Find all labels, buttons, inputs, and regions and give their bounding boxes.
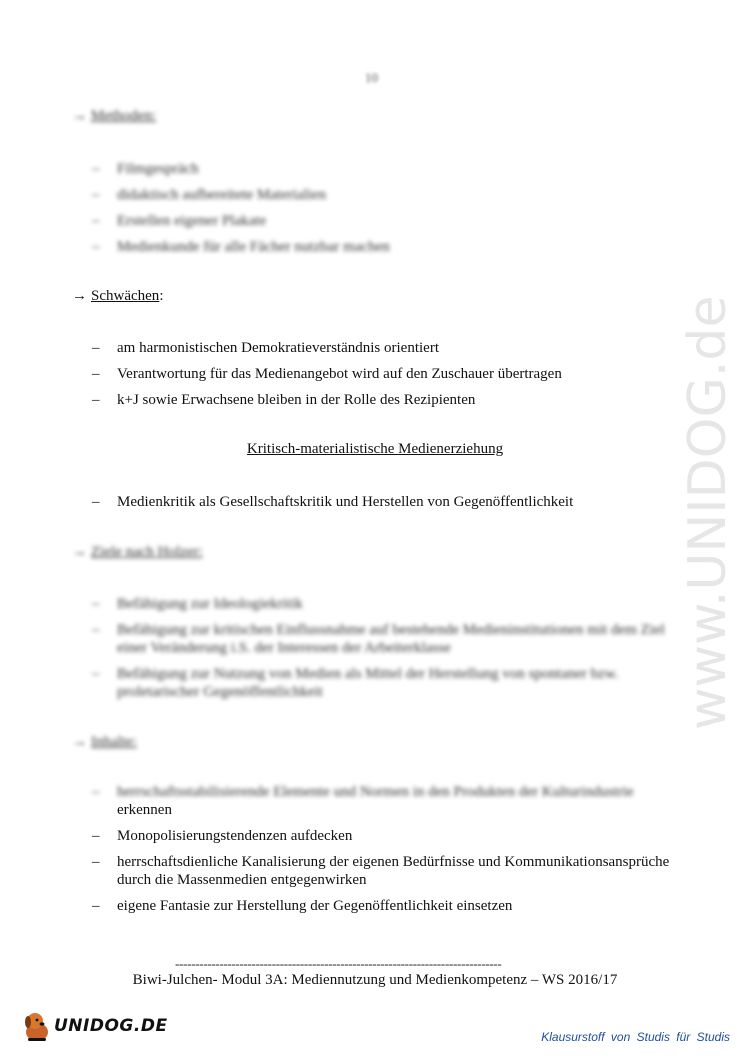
section-title: Kritisch-materialistische Medienerziehung <box>246 441 504 457</box>
list-kritisch <box>92 493 682 511</box>
unidog-logo[interactable] <box>22 1010 168 1042</box>
list-methoden <box>92 160 682 256</box>
footer-divider: --------------------------------------------------------------------------------- <box>175 956 502 971</box>
list-item: – Medienkritik als Gesellschaftskritik und Herstellen von Gegenöffentlichkeit <box>92 494 574 510</box>
footer-text: Biwi-Julchen- Modul 3A: Mediennutzung und Medienkompetenz – WS 2016/17 <box>132 972 618 988</box>
watermark <box>650 230 750 750</box>
list-item: – herrschaftsdienliche Kanalisierung der eigenen Bedürfnisse und Kommunikationsansprüche durch die Massenmedien entgegenwirken <box>92 854 670 888</box>
logo-text: UNIDOG.DE <box>54 1016 168 1036</box>
arrow-icon: → <box>72 544 87 560</box>
list-item: – Befähigung zur kritischen Einflussnahme auf bestehende Medieninstitutionen mit dem Ziel einer Veränderung i.S. der Interessen der Arbeiterklasse <box>92 622 665 656</box>
list-item: – eigene Fantasie zur Herstellung der Gegenöffentlichkeit einsetzen <box>92 898 513 914</box>
tagline: Klausurstoff von Studis für Studis <box>541 1030 730 1044</box>
watermark-svg <box>650 230 750 750</box>
list-item: – didaktisch aufbereitete Materialien <box>92 187 327 203</box>
list-inhalte <box>92 783 682 915</box>
dog-icon <box>22 1010 52 1042</box>
list-item: – Filmgespräch <box>92 161 199 177</box>
list-item: – Befähigung zur Nutzung von Medien als Mittel der Herstellung von spontaner bzw. proletarischer Gegenöffentlichkeit <box>92 666 619 700</box>
list-item: – Erstellen eigener Plakate <box>92 213 267 229</box>
watermark-text: www.UNIDOG.de <box>678 295 738 730</box>
heading-methoden: → Methoden: <box>72 108 156 124</box>
list-item: – am harmonistischen Demokratieverständnis orientiert <box>92 340 439 356</box>
page-number: 10 <box>365 70 378 85</box>
list-item: – Befähigung zur Ideologiekritik <box>92 596 303 612</box>
heading-ziele: → Ziele nach Holzer: <box>72 544 203 560</box>
arrow-icon: → <box>72 288 87 304</box>
list-item: – Verantwortung für das Medienangebot wird auf den Zuschauer übertragen <box>92 366 562 382</box>
arrow-icon: → <box>72 108 87 124</box>
list-item: – Medienkunde für alle Fächer nutzbar machen <box>92 239 390 255</box>
arrow-icon: → <box>72 734 87 750</box>
heading-schwaechen: → Schwächen: <box>72 288 164 304</box>
heading-inhalte: → Inhalte: <box>72 734 137 750</box>
list-schwaechen <box>92 339 682 409</box>
list-ziele <box>92 595 682 701</box>
list-item: – Monopolisierungstendenzen aufdecken <box>92 828 353 844</box>
list-item: – k+J sowie Erwachsene bleiben in der Rolle des Rezipienten <box>92 392 476 408</box>
list-item: – herrschaftsstabilisierende Elemente und Normen in den Produkten der Kulturindustrie erkennen <box>92 784 634 818</box>
